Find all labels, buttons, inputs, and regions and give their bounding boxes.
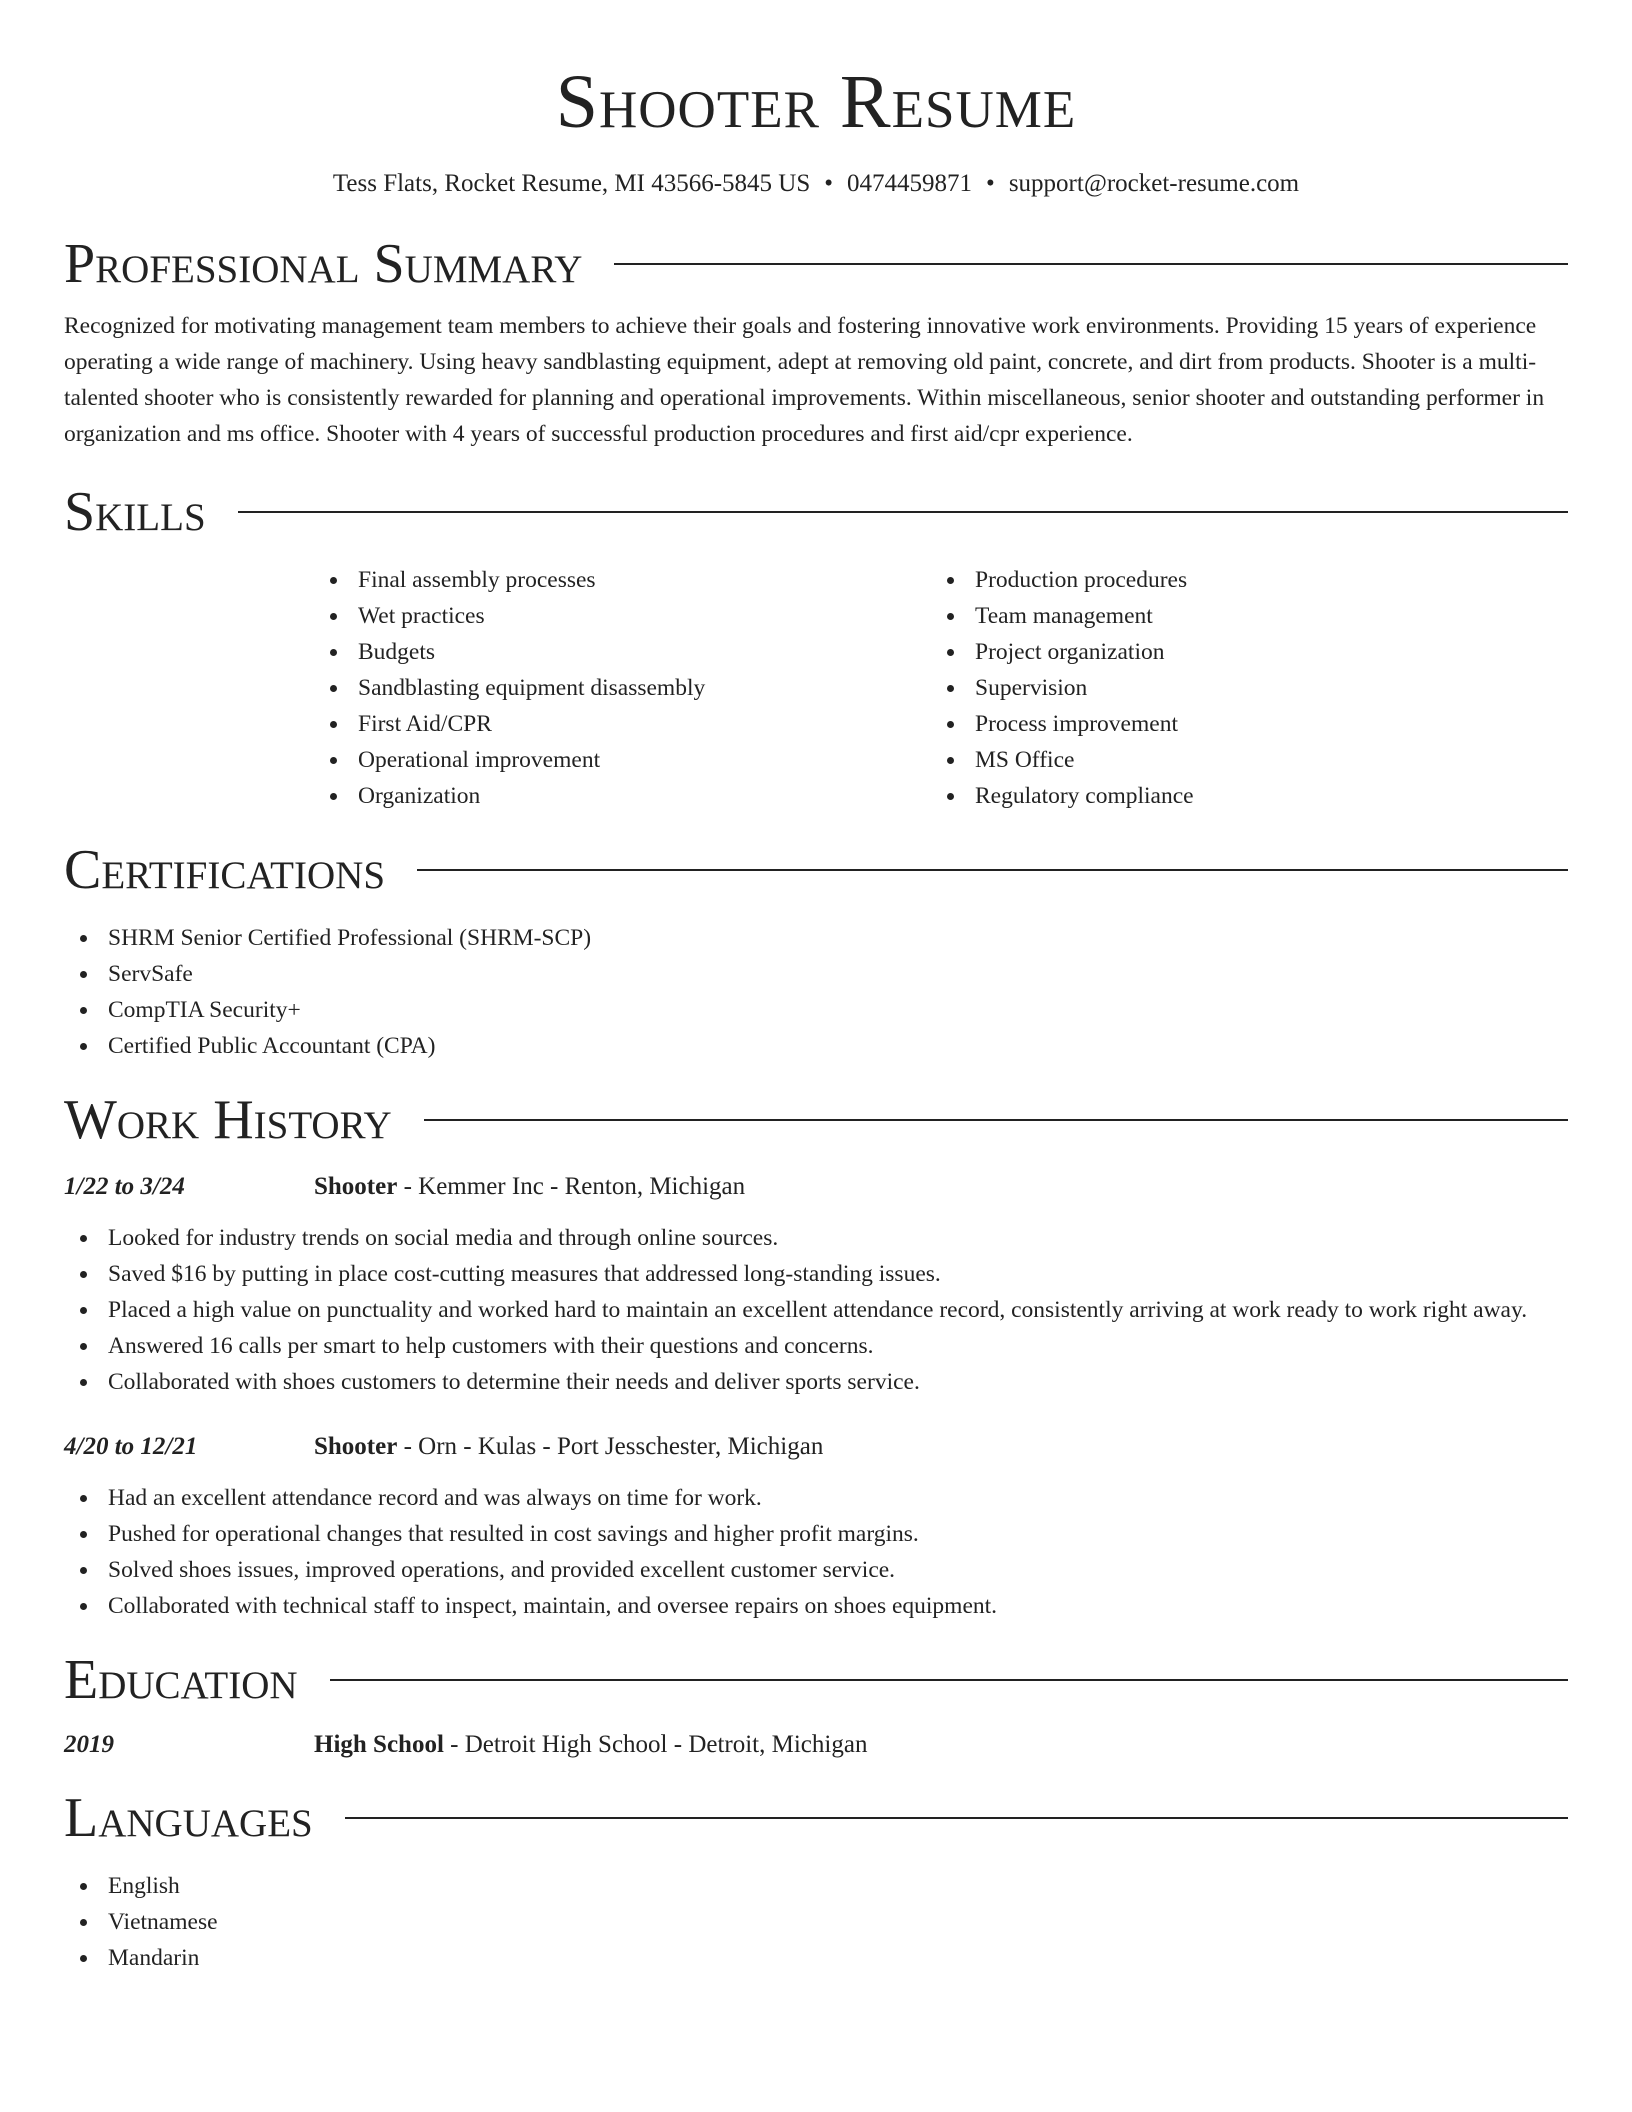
certification-item: SHRM Senior Certified Professional (SHRM-SCP) (64, 920, 1568, 956)
job-bullet: Pushed for operational changes that resulted in cost savings and higher profit margins. (64, 1516, 1568, 1552)
skill-item: MS Office (931, 742, 1548, 778)
education-heading: Education (64, 1649, 298, 1711)
education-degree: High School (314, 1731, 444, 1758)
job-header (64, 1170, 1568, 1204)
education-info (314, 1728, 867, 1762)
job-bullets (64, 1480, 1568, 1624)
contact-separator: • (824, 170, 834, 197)
job-bullet: Saved $16 by putting in place cost-cutting measures that addressed long-standing issues. (64, 1256, 1568, 1292)
job-dates: 4/20 to 12/21 (64, 1433, 198, 1460)
skill-item: Regulatory compliance (931, 778, 1548, 814)
skills-list-left (314, 562, 931, 814)
job-bullets (64, 1220, 1568, 1400)
section-divider (345, 1817, 1568, 1819)
skills-section-header (64, 480, 1568, 544)
summary-heading: Professional Summary (64, 233, 583, 295)
skills-grid (314, 562, 1568, 814)
job-bullet: Had an excellent attendance record and was always on time for work. (64, 1480, 1568, 1516)
education-details: - Detroit High School - Detroit, Michigan (443, 1731, 868, 1758)
work-section-header (64, 1088, 1568, 1152)
job-dates: 1/22 to 3/24 (64, 1173, 185, 1200)
job-title: Shooter (314, 1173, 398, 1200)
skill-item: Production procedures (931, 562, 1548, 598)
certifications-section-header (64, 838, 1568, 902)
job-header (64, 1430, 1568, 1464)
summary-section-header (64, 232, 1568, 296)
skill-item: Organization (314, 778, 931, 814)
job-details: - Orn - Kulas - Port Jesschester, Michigan (397, 1433, 824, 1460)
skill-item: Supervision (931, 670, 1548, 706)
contact-address: Tess Flats, Rocket Resume, MI 43566-5845 US (332, 170, 811, 197)
section-divider (417, 869, 1568, 871)
contact-separator: • (986, 170, 995, 197)
job-bullet: Solved shoes issues, improved operations, and provided excellent customer service. (64, 1552, 1568, 1588)
skill-item: First Aid/CPR (314, 706, 931, 742)
language-item: English (64, 1868, 1568, 1904)
job-info (314, 1430, 823, 1464)
job-info (314, 1170, 745, 1204)
job-bullet: Collaborated with shoes customers to determine their needs and deliver sports service. (64, 1364, 1568, 1400)
certifications-heading: Certifications (64, 839, 386, 901)
contact-phone: 0474459871 (847, 170, 973, 197)
language-item: Vietnamese (64, 1904, 1568, 1940)
job-entry (64, 1170, 1568, 1400)
job-title: Shooter (314, 1433, 398, 1460)
job-bullet: Answered 16 calls per smart to help customers with their questions and concerns. (64, 1328, 1568, 1364)
education-year: 2019 (64, 1731, 114, 1758)
job-entry (64, 1430, 1568, 1624)
skill-item: Process improvement (931, 706, 1548, 742)
contact-email: support@rocket-resume.com (1008, 170, 1300, 197)
languages-heading: Languages (64, 1787, 313, 1849)
summary-text: Recognized for motivating management team members to achieve their goals and fostering innovative work environments. Providing 15 years of experience operating a wide range of machinery. Using heavy sandblasting equipment, adept at removing old paint, concrete, and dirt from products. Shooter is a multi-talented shooter who is consistently rewarded for planning and operational improvements. Within miscellaneous, senior shooter and outstanding performer in organization and ms office. Shooter with 4 years of successful production procedures and first aid/cpr experience. (64, 313, 1545, 447)
education-section-header (64, 1648, 1568, 1712)
skill-item: Final assembly processes (314, 562, 931, 598)
language-item: Mandarin (64, 1940, 1568, 1976)
work-heading: Work History (64, 1089, 392, 1151)
skill-item: Team management (931, 598, 1548, 634)
resume-page (64, 0, 1568, 1976)
certifications-list (64, 920, 1568, 1064)
contact-line (64, 168, 1568, 200)
section-divider (424, 1119, 1568, 1121)
languages-section-header (64, 1786, 1568, 1850)
skill-item: Project organization (931, 634, 1548, 670)
certification-item: CompTIA Security+ (64, 992, 1568, 1028)
section-divider (238, 511, 1568, 513)
skill-item: Sandblasting equipment disassembly (314, 670, 931, 706)
skills-list-right (931, 562, 1548, 814)
skill-item: Wet practices (314, 598, 931, 634)
section-divider (330, 1679, 1568, 1681)
skills-heading: Skills (64, 481, 206, 543)
certification-item: ServSafe (64, 956, 1568, 992)
skill-item: Operational improvement (314, 742, 931, 778)
section-divider (614, 263, 1568, 265)
education-entry (64, 1728, 1568, 1762)
languages-list (64, 1868, 1568, 1976)
job-details: - Kemmer Inc - Renton, Michigan (397, 1173, 746, 1200)
skill-item: Budgets (314, 634, 931, 670)
certification-item: Certified Public Accountant (CPA) (64, 1028, 1568, 1064)
job-bullet: Collaborated with technical staff to inspect, maintain, and oversee repairs on shoes equipment. (64, 1588, 1568, 1624)
job-bullet: Placed a high value on punctuality and worked hard to maintain an excellent attendance record, consistently arriving at work ready to work right away. (64, 1292, 1568, 1328)
job-bullet: Looked for industry trends on social media and through online sources. (64, 1220, 1568, 1256)
resume-title: Shooter Resume (555, 60, 1077, 144)
